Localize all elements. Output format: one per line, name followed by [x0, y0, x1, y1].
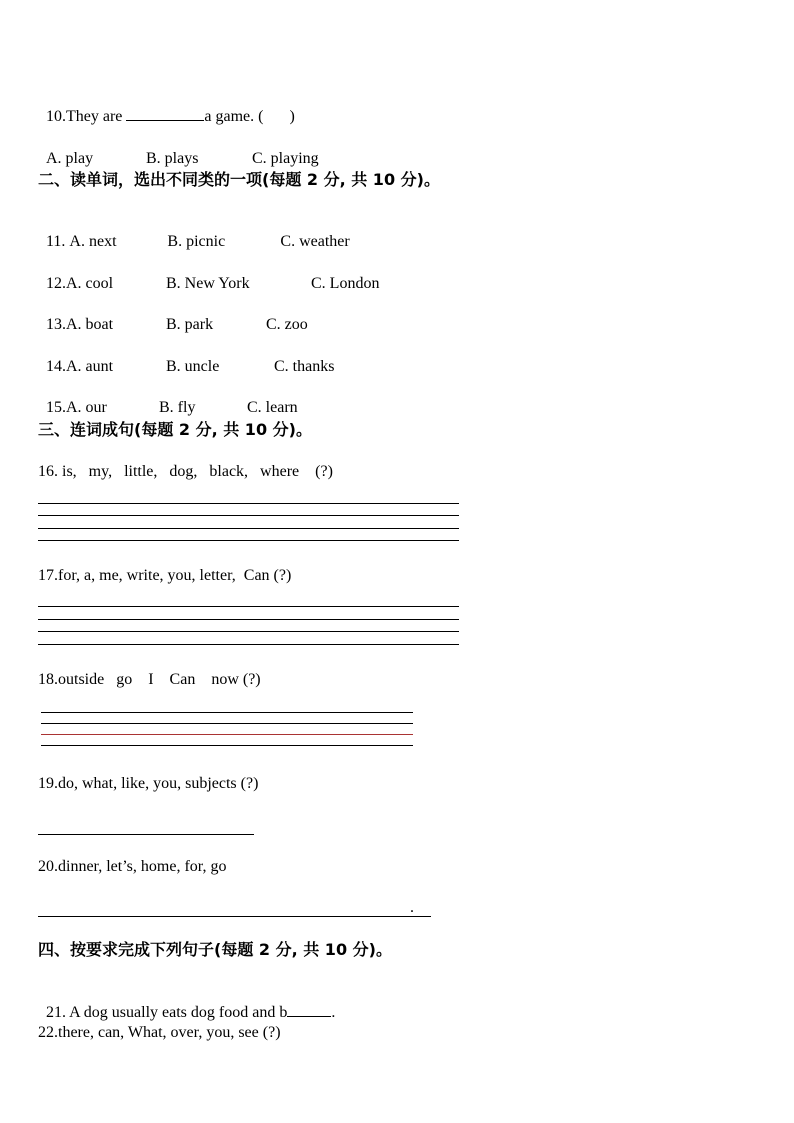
question-number: 15.: [46, 399, 66, 416]
question-20: 20.dinner, let’s, home, for, go: [38, 858, 227, 875]
option-b: B. picnic: [167, 233, 226, 250]
option-a: A. aunt: [66, 358, 114, 375]
question-10: [38, 87, 295, 127]
question-14: [38, 337, 334, 377]
question-number: 14.: [46, 358, 66, 375]
option-c: C. thanks: [274, 358, 335, 375]
sentence-period: .: [410, 899, 414, 916]
option-b: B. uncle: [166, 358, 220, 375]
option-c: C. weather: [280, 233, 350, 250]
option-b: B. fly: [159, 399, 196, 416]
writing-line[interactable]: [41, 745, 413, 746]
section-2-heading: 二、读单词，选出不同类的一项(每题 2 分, 共 10 分)。: [38, 170, 440, 189]
section-4-heading: 四、按要求完成下列句子(每题 2 分, 共 10 分)。: [38, 940, 392, 959]
option-a: A. boat: [66, 316, 114, 333]
writing-line[interactable]: [38, 503, 459, 504]
answer-blank[interactable]: [126, 120, 204, 121]
question-13: [38, 295, 308, 335]
option-a: A. next: [69, 233, 117, 250]
answer-line[interactable]: [38, 916, 431, 917]
option-b: B. park: [166, 316, 214, 333]
answer-blank[interactable]: [287, 1016, 331, 1017]
question-19: 19.do, what, like, you, subjects (?): [38, 775, 259, 792]
option-b: B. plays: [146, 150, 199, 167]
writing-line[interactable]: [41, 712, 413, 713]
question-18: 18.outside go I Can now (?): [38, 671, 261, 688]
writing-line[interactable]: [38, 606, 459, 607]
question-10-options: [38, 129, 319, 169]
writing-line[interactable]: [38, 644, 459, 645]
bracket-close: ): [289, 108, 295, 125]
writing-line[interactable]: [41, 723, 413, 724]
option-c: C. zoo: [266, 316, 308, 333]
option-c: C. learn: [247, 399, 298, 416]
writing-line[interactable]: [38, 619, 459, 620]
question-22: 22.there, can, What, over, you, see (?): [38, 1024, 281, 1041]
question-number: 13.: [46, 316, 66, 333]
question-21: [38, 983, 335, 1023]
question-12: [38, 254, 379, 294]
option-c: C. London: [311, 275, 380, 292]
sentence-period: .: [331, 1004, 336, 1021]
writing-line[interactable]: [38, 528, 459, 529]
option-b: B. New York: [166, 275, 250, 292]
question-text-pre: They are: [66, 108, 127, 125]
answer-line[interactable]: [38, 834, 254, 835]
question-16: 16. is, my, little, dog, black, where (?): [38, 463, 333, 480]
writing-line[interactable]: [38, 540, 459, 541]
option-a: A. play: [46, 150, 94, 167]
question-11: [38, 212, 350, 252]
option-a: A. cool: [66, 275, 114, 292]
writing-line[interactable]: [41, 734, 413, 735]
question-15: [38, 378, 298, 418]
option-c: C. playing: [252, 150, 319, 167]
question-number: 11.: [46, 233, 70, 250]
question-text: 21. A dog usually eats dog food and b: [46, 1004, 288, 1021]
writing-line[interactable]: [38, 631, 459, 632]
question-number: 10.: [46, 108, 66, 125]
option-a: A. our: [66, 399, 107, 416]
section-3-heading: 三、连词成句(每题 2 分, 共 10 分)。: [38, 420, 312, 439]
question-text-post: a game. (: [204, 108, 264, 125]
writing-line[interactable]: [38, 515, 459, 516]
question-number: 12.: [46, 275, 66, 292]
question-17: 17.for, a, me, write, you, letter, Can (?): [38, 567, 292, 584]
